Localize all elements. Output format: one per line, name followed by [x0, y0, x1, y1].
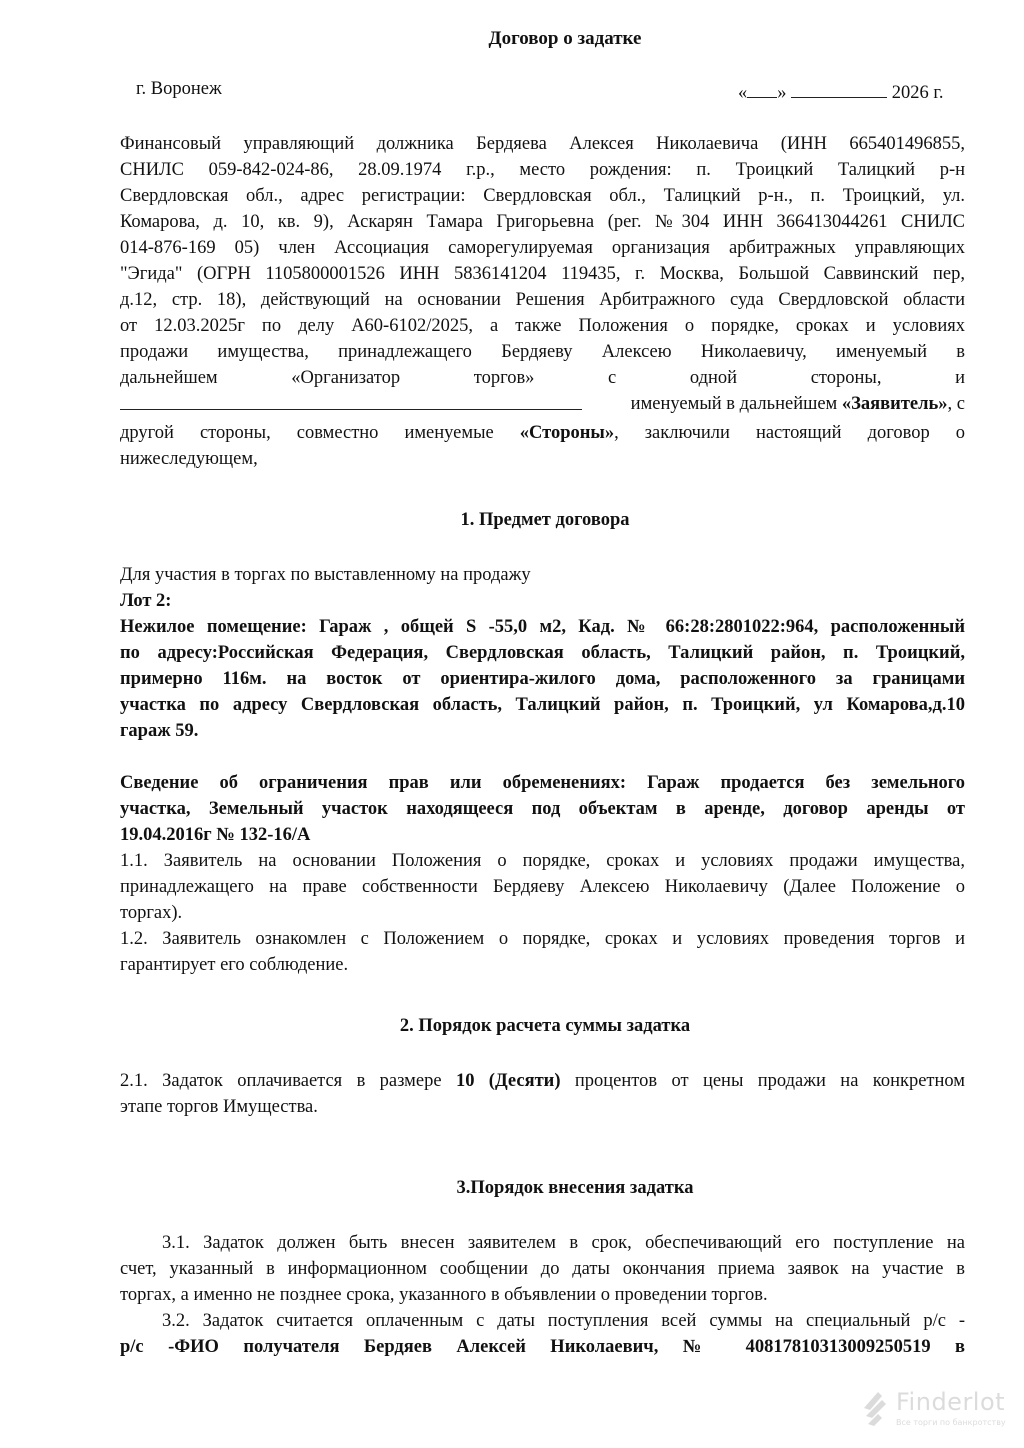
applicant-text: именуемый в дальнейшем [630, 394, 842, 414]
day-blank [747, 79, 777, 98]
clause-2-1-end: этапе торгов Имущества. [120, 1097, 318, 1117]
preamble-end: нижеследующем, [120, 449, 258, 469]
lot-description-line: по адресу:Российская Федерация, Свердловская область, Талицкий район, п. Троицкий, [120, 643, 965, 663]
lot-description-line: примерно 116м. на восток от ориентира-жилого дома, расположенного за границами [120, 669, 965, 689]
preamble-line: продажи имущества, принадлежащего Бердяеву Алексею Николаевичу, именуемый в [120, 342, 965, 362]
preamble-line: СНИЛС 059-842-024-86, 28.09.1974 г.р., место рождения: п. Троицкий Талицкий р-н [120, 160, 965, 180]
encumbrance-line: участка, Земельный участок находящееся под объектам в аренде, договор аренды от [120, 799, 965, 819]
date-field [738, 79, 944, 104]
parties-text: другой стороны, совместно именуемые [120, 423, 520, 443]
lot-description-line: участка по адресу Свердловская область, Талицкий район, п. Троицкий, ул Комарова,д.10 [120, 695, 965, 715]
parties-role: «Стороны» [519, 423, 615, 443]
deposit-percent: 10 (Десяти) [455, 1071, 561, 1091]
clause-2-1-text: 2.1. Задаток оплачивается в размере [120, 1071, 456, 1091]
parties-text-end: , заключили настоящий договор о [614, 423, 965, 443]
applicant-text-end: , с [947, 394, 965, 414]
finderlot-logo-icon [860, 1388, 890, 1428]
encumbrance-line: Сведение об ограничения прав или обременениях: Гараж продается без земельного [120, 773, 965, 793]
lot-intro: Для участия в торгах по выставленному на продажу [120, 565, 531, 585]
watermark-tagline: Все торги по банкротству [896, 1418, 1006, 1427]
clause-2-1-line [120, 1068, 965, 1094]
clause-1-2-line: гарантирует его соблюдение. [120, 955, 349, 975]
clause-3-1-line: 3.1. Задаток должен быть внесен заявителем в срок, обеспечивающий его поступление на [162, 1233, 965, 1253]
section-3-heading: 3.Порядок внесения задатка [456, 1178, 694, 1198]
clause-1-2-line: 1.2. Заявитель ознакомлен с Положением о порядке, сроках и условиях проведения торгов и [120, 929, 965, 949]
section-1-heading: 1. Предмет договора [460, 510, 630, 530]
parties-line [120, 420, 965, 446]
applicant-line [120, 391, 965, 418]
document-title: Договор о задатке [488, 28, 642, 49]
preamble-line: д.12, стр. 18), действующий на основании Решения Арбитражного суда Свердловской области [120, 290, 965, 310]
clause-3-2-line: 3.2. Задаток считается оплаченным с даты поступления всей суммы на специальный р/с - [162, 1311, 965, 1331]
date-quote-close: » [777, 83, 787, 103]
preamble-line: от 12.03.2025г по делу А60-6102/2025, а также Положения о порядке, сроках и условиях [120, 316, 965, 336]
section-2-heading: 2. Порядок расчета суммы задатка [399, 1016, 691, 1036]
clause-3-1-line: счет, указанный в информационном сообщении до даты окончания приема заявок на участие в [120, 1259, 965, 1279]
encumbrance-line: 19.04.2016г № 132-16/А [120, 825, 311, 845]
preamble-line: Комарова, д. 10, кв. 9), Аскарян Тамара Григорьевна (рег. №304 ИНН 366413044261 СНИЛС [120, 212, 965, 232]
clause-2-1-text-end: процентов от цены продажи на конкретном [560, 1071, 966, 1091]
city-label: г. Воронеж [136, 79, 222, 99]
date-year: 2026 г. [891, 83, 944, 103]
preamble-line: дальнейшем «Организатор торгов» с одной стороны, и [120, 368, 965, 388]
preamble-line: "Эгида" (ОГРН 1105800001526 ИНН 5836141204 119435, г. Москва, Большой Саввинский пер, [120, 264, 965, 284]
clause-1-1-line: торгах). [120, 903, 183, 923]
preamble-line: 014-876-169 05) член Ассоциация саморегулируемая организация арбитражных управляющих [120, 238, 965, 258]
lot-description-line: гараж 59. [120, 721, 199, 741]
month-blank [791, 79, 887, 98]
clause-3-1-line: торгах, а именно не позднее срока, указанного в объявлении о проведении торгов. [120, 1285, 768, 1305]
lot-number: Лот 2: [120, 591, 172, 611]
date-quote-open: « [738, 83, 748, 103]
applicant-role: «Заявитель» [841, 394, 948, 414]
watermark-brand: Finderlot [896, 1388, 1006, 1416]
clause-3-2-bank-line: р/с -ФИО получателя Бердяев Алексей Николаевич, № 40817810313009250519 в [120, 1337, 965, 1357]
lot-description-line: Нежилое помещение: Гараж , общей S -55,0 м2, Кад. № 66:28:2801022:964, расположенный [120, 617, 965, 637]
clause-1-1-line: принадлежащего на праве собственности Бердяеву Алексею Николаевичу (Далее Положение о [120, 877, 965, 897]
applicant-name-blank [120, 391, 582, 410]
preamble-line: Финансовый управляющий должника Бердяева Алексея Николаевича (ИНН 665401496855, [120, 134, 965, 154]
preamble-line: Свердловская обл., адрес регистрации: Свердловская обл., Талицкий р-н., п. Троицкий, ул. [120, 186, 965, 206]
watermark [856, 1380, 1016, 1440]
clause-1-1-line: 1.1. Заявитель на основании Положения о порядке, сроках и условиях продажи имущества, [120, 851, 965, 871]
